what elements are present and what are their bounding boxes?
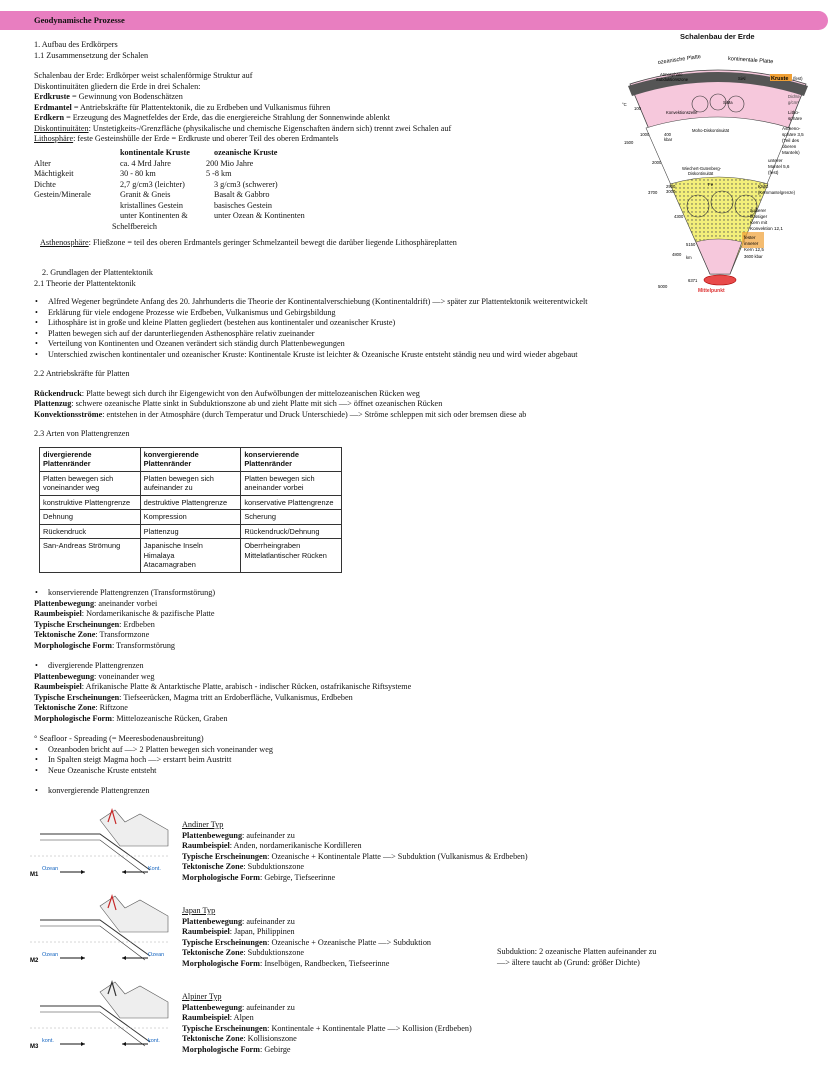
type-zone: Tektonische Zone: Subduktionszone — [182, 948, 305, 957]
boundary-cell: Scherung — [241, 510, 342, 524]
boundary-row — [40, 524, 342, 538]
svg-text:g/cm³: g/cm³ — [788, 100, 799, 105]
seafloor-title: ° Seafloor - Spreading (= Meeresbodenausbreitung) — [34, 734, 204, 743]
earth-structure-diagram — [618, 46, 818, 301]
convergent-type-text — [182, 906, 431, 969]
svg-text:Atmosphäre: Atmosphäre — [660, 72, 683, 77]
boundary-cell: Plattenzug — [140, 524, 241, 538]
svg-text:3600 kbar: 3600 kbar — [744, 254, 763, 259]
boundary-header: divergierende Plattenränder — [40, 448, 141, 472]
boundary-header: konvergierende Plattenränder — [140, 448, 241, 472]
boundary-cell: konstruktive Plattengrenze — [40, 495, 141, 509]
convergent-type-text — [182, 992, 472, 1055]
boundary-row — [40, 539, 342, 572]
diagram-left-label: kont. — [42, 1038, 54, 1044]
crust-row — [34, 222, 305, 233]
type-erscheinungen: Typische Erscheinungen: Ozeanische + Kontinentale Platte —> Subduktion (Vulkanismus & Erdbeben) — [182, 851, 528, 861]
svg-text:km: km — [686, 255, 692, 260]
type-form: Morphologische Form: Inselbögen, Randbecken, Tiefseerinne — [182, 958, 390, 968]
label-crust: Kruste — [771, 76, 789, 82]
svg-text:5150: 5150 — [686, 242, 696, 247]
boundary-cell: konservative Plattengrenze — [241, 495, 342, 509]
crust-cell-ozean: basisches Gestein — [214, 200, 272, 210]
crust-cell-kont: 30 - 80 km — [120, 169, 156, 178]
theorie-bullet: • Alfred Wegener begründete Anfang des 20. Jahrhunderts die Theorie der Kontinentalverschiebung (Kontinentaldrift) —> später zur Plattentektonik weiterentwickelt — [34, 297, 814, 308]
svg-text:KMG: KMG — [758, 184, 769, 189]
svg-text:Kern mit: Kern mit — [750, 220, 768, 225]
svg-text:Mantel 5,6: Mantel 5,6 — [768, 164, 790, 169]
type-bewegung: Plattenbewegung: aufeinander zu — [182, 830, 295, 840]
def-asthenosphaere: Asthenosphäre: Fließzone = teil des oberen Erdmantels geringer Schmelzanteil bewegt die darüber liegende Lithosphäreplatten — [40, 238, 457, 247]
section-aufbau — [34, 40, 624, 145]
crust-cell-ozean: 200 Mio Jahre — [206, 158, 254, 168]
boundary-row — [40, 510, 342, 524]
type-bewegung: Plattenbewegung: aufeinander zu — [182, 1002, 295, 1012]
seafloor-bullet: • In Spalten steigt Magma hoch —> erstarrt beim Austritt — [34, 755, 814, 766]
diagram-right-label: Kont. — [148, 866, 161, 872]
svg-text:°C: °C — [622, 102, 627, 107]
bullet-konvergierend: • konvergierende Plattengrenzen — [34, 786, 814, 797]
convergent-diagram-3 — [30, 972, 170, 1050]
type-beispiel: Raumbeispiel: Japan, Philippinen — [182, 927, 295, 936]
boundary-cell: Rückendruck/Dehnung — [241, 524, 342, 538]
svg-text:(fest): (fest) — [768, 170, 779, 175]
svg-text:sphäre: sphäre — [788, 116, 803, 121]
crust-cell-kont: ca. 4 Mrd Jahre — [120, 158, 171, 168]
convergent-diagram-2 — [30, 886, 170, 964]
boundary-cell: Oberrheingraben Mittelatlantischer Rücken — [241, 539, 342, 572]
svg-text:100: 100 — [634, 106, 641, 111]
def-diskontinuitaeten: Diskontinuitäten: Unstetigkeits-/Grenzfläche (physikalische und chemische Eigenschaften ändern sich) trennt zwei Schalen auf — [34, 123, 452, 133]
svg-text:unterer: unterer — [768, 158, 783, 163]
crust-cell-label: Mächtigkeit — [34, 169, 74, 178]
diagram-tag: M1 — [30, 872, 39, 878]
theorie-bullet: • Unterschied zwischen kontinentaler und ozeanischer Kruste: Kontinentale Kruste ist leichter & Ozeanische Kruste entsteht ständig neu und wird wieder abgebaut — [34, 350, 814, 361]
type-erscheinungen: Typische Erscheinungen: Kontinentale + Kontinentale Platte —> Kollision (Erdbeben) — [182, 1023, 472, 1033]
boundary-cell: Platten bewegen sich aneinander vorbei — [241, 471, 342, 495]
type-form: Morphologische Form: Gebirge — [182, 1044, 291, 1054]
crust-cell-kont: Schelfbereich — [112, 221, 158, 231]
svg-text:kbar: kbar — [664, 137, 673, 142]
boundary-header: konservierende Plattenränder — [241, 448, 342, 472]
type-erscheinungen: Typische Erscheinungen: Ozeanische + Ozeanische Platte —> Subduktion — [182, 937, 432, 947]
crust-cell-ozean: unter Ozean & Kontinenten — [214, 211, 305, 220]
section-plattengrenzen-details — [34, 588, 814, 797]
label-oceanic-plate: ozeanische Platte — [657, 53, 702, 66]
svg-text:5000: 5000 — [658, 284, 668, 289]
crust-cell-label — [34, 222, 120, 233]
svg-text:1500: 1500 — [624, 140, 634, 145]
svg-text:Mantels): Mantels) — [782, 150, 800, 155]
figure-title: Schalenbau der Erde — [680, 32, 755, 41]
svg-text:(fest): (fest) — [793, 76, 803, 81]
svg-text:Dichte: Dichte — [788, 94, 800, 99]
crust-cell-kont: 2,7 g/cm3 (leichter) — [120, 179, 185, 189]
diagram-left-label: Ozean — [42, 866, 59, 872]
div-erscheinungen: Typische Erscheinungen: Tiefseerücken, Magma tritt an Erdoberfläche, Vulkanismus, Erdbeben — [34, 692, 353, 702]
kons-beispiel: Raumbeispiel: Nordamerikanische & pazifische Platte — [34, 609, 215, 618]
boundary-cell: San-Andreas Strömung — [40, 539, 141, 572]
crust-cell-kont: unter Kontinenten & — [120, 211, 188, 220]
section-plattentektonik — [34, 268, 814, 440]
type-bewegung: Plattenbewegung: aufeinander zu — [182, 916, 295, 926]
svg-text:Subduktionszone: Subduktionszone — [656, 77, 689, 82]
svg-text:oberen: oberen — [782, 144, 797, 149]
svg-text:1000: 1000 — [640, 132, 650, 137]
def-plattenzug: Plattenzug: schwere ozeanische Platte sinkt in Subduktionszone ab und zieht Platte mit sich —> öffnet ozeanischen Rücken — [34, 399, 443, 408]
type-title: Andiner Typ — [182, 820, 224, 829]
svg-text:2000: 2000 — [652, 160, 662, 165]
svg-text:4300: 4300 — [674, 214, 684, 219]
svg-text:Mittelpunkt: Mittelpunkt — [698, 288, 725, 294]
convergent-type-text — [182, 820, 528, 883]
boundary-row — [40, 471, 342, 495]
def-erdkern: Erdkern = Erzeugung des Magnetfeldes der Erde, das die energiereiche Strahlung der Sonnenwinde ablenkt — [34, 113, 390, 122]
crust-cell-ozean — [206, 222, 305, 233]
crust-row — [34, 211, 305, 222]
div-zone: Tektonische Zone: Riftzone — [34, 703, 128, 712]
svg-text:SiMa: SiMa — [723, 100, 733, 105]
theorie-bullet: • Verteilung von Kontinenten und Ozeanen verändert sich ständig durch Plattenbewegungen — [34, 339, 814, 350]
svg-text:(Teil des: (Teil des — [782, 138, 800, 143]
svg-text:6371: 6371 — [688, 278, 698, 283]
def-lithosphaere: Lithosphäre: feste Gesteinshülle der Erde = Erdkruste und oberer Teil des oberen Erdmantels — [34, 134, 339, 143]
crust-cell-kont: Granit & Gneis — [120, 190, 171, 199]
def-erdkruste: Erdkruste = Gewinnung von Bodenschätzen — [34, 92, 183, 101]
type-beispiel: Raumbeispiel: Alpen — [182, 1013, 254, 1022]
div-form: Morphologische Form: Mittelozeanische Rücken, Graben — [34, 713, 228, 723]
svg-text:Wiechert-Gutenberg-: Wiechert-Gutenberg- — [682, 166, 722, 171]
bullet-divergierend: • divergierende Plattengrenzen — [34, 661, 814, 672]
bullet-konservierend: • konservierende Plattengrenzen (Transformstörung) — [34, 588, 814, 599]
header-bar — [0, 11, 828, 30]
svg-text:Kern 12,5: Kern 12,5 — [744, 247, 764, 252]
crust-cell-label — [34, 201, 120, 212]
svg-text:4800: 4800 — [672, 252, 682, 257]
crust-row — [34, 201, 305, 212]
boundary-cell: Platten bewegen sich voneinander weg — [40, 471, 141, 495]
theorie-bullet: • Erklärung für viele endogene Prozesse wie Erdbeben, Vulkanismus und Gebirgsbildung — [34, 308, 814, 319]
type-form: Morphologische Form: Gebirge, Tiefseerinne — [182, 872, 336, 882]
kons-bewegung: Plattenbewegung: aneinander vorbei — [34, 598, 158, 608]
svg-text:3000: 3000 — [666, 189, 676, 194]
boundary-cell: destruktive Plattengrenze — [140, 495, 241, 509]
convergent-diagram-1 — [30, 800, 170, 878]
heading-zusammensetzung: 1.1 Zusammensetzung der Schalen — [34, 50, 149, 60]
div-beispiel: Raumbeispiel: Afrikanische Platte & Antarktische Platte, arabisch - indischer Rücken, ostafrikanische Riftsysteme — [34, 682, 412, 691]
type-title: Japan Typ — [182, 906, 216, 915]
intro-line-1: Schalenbau der Erde: Erdkörper weist schalenförmige Struktur auf — [34, 71, 253, 80]
svg-text:Moho-Diskontinuität: Moho-Diskontinuität — [692, 128, 730, 133]
crust-cell-label: Dichte — [34, 179, 56, 189]
crust-row — [34, 190, 305, 201]
heading-aufbau: 1. Aufbau des Erdkörpers — [34, 40, 118, 49]
col-ozeanisch: ozeanische Kruste — [214, 148, 278, 157]
boundary-cell: Dehnung — [40, 510, 141, 524]
heading-theorie: 2.1 Theorie der Plattentektonik — [34, 278, 136, 288]
crust-row — [34, 159, 305, 170]
crust-row — [34, 169, 305, 180]
crust-row — [34, 180, 305, 191]
kons-zone: Tektonische Zone: Transformzone — [34, 630, 150, 639]
svg-text:innerer: innerer — [744, 241, 759, 246]
intro-line-2: Diskontinuitäten gliedern die Erde in drei Schalen: — [34, 81, 201, 91]
type-zone: Tektonische Zone: Subduktionszone — [182, 862, 305, 871]
boundary-cell: Rückendruck — [40, 524, 141, 538]
type-zone: Tektonische Zone: Kollisionszone — [182, 1034, 297, 1043]
kons-form: Morphologische Form: Transformstörung — [34, 640, 176, 650]
svg-text:Fe: Fe — [708, 182, 714, 187]
svg-text:(Kernmantelgrenze): (Kernmantelgrenze) — [758, 190, 796, 195]
svg-text:Diskontinuität: Diskontinuität — [688, 171, 714, 176]
theorie-bullet: • Platten bewegen sich auf der darunterliegenden Asthenosphäre relativ zueinander — [34, 329, 814, 340]
def-konvektionsstroeme: Konvektionsströme: entstehen in der Atmosphäre (durch Temperatur und Druck Unterschiede) —> Ströme schleppen mit sich oder bremsen diese ab — [34, 409, 527, 419]
crust-comparison-table — [34, 148, 305, 232]
svg-text:Astheno-: Astheno- — [782, 126, 801, 131]
seafloor-bullet-list — [34, 745, 814, 777]
svg-text:Konvektion 12,1: Konvektion 12,1 — [750, 226, 783, 231]
svg-text:SiAl: SiAl — [738, 76, 746, 81]
svg-text:flüssiger: flüssiger — [750, 214, 768, 219]
svg-text:Litho-: Litho- — [788, 110, 800, 115]
seafloor-bullet: • Neue Ozeanische Kruste entsteht — [34, 766, 814, 777]
crust-cell-label — [34, 211, 120, 222]
boundary-cell: Kompression — [140, 510, 241, 524]
heading-grundlagen: 2. Grundlagen der Plattentektonik — [42, 268, 153, 277]
div-bewegung: Plattenbewegung: voneinander weg — [34, 671, 155, 681]
svg-text:400: 400 — [664, 132, 671, 137]
type-beispiel: Raumbeispiel: Anden, nordamerikanische Kordilleren — [182, 841, 362, 850]
svg-text:2900: 2900 — [666, 184, 676, 189]
svg-text:sphäre 3,5: sphäre 3,5 — [782, 132, 804, 137]
label-continental-plate: kontinentale Platte — [727, 56, 774, 66]
page-title: Geodynamische Prozesse — [34, 15, 125, 25]
diagram-tag: M3 — [30, 1044, 39, 1050]
boundary-cell: Japanische Inseln Himalaya Atacamagraben — [140, 539, 241, 572]
def-erdmantel: Erdmantel = Antriebskräfte für Plattentektonik, die zu Erdbeben und Vulkanismus führen — [34, 102, 331, 112]
diagram-left-label: Ozean — [42, 952, 59, 958]
theorie-bullet-list — [34, 297, 814, 360]
theorie-bullet: • Lithosphäre ist in große und kleine Platten gegliedert (bestehen aus kontinentaler und ozeanischer Kruste) — [34, 318, 814, 329]
diagram-right-label: kont. — [148, 1038, 160, 1044]
svg-text:äußerer: äußerer — [750, 208, 767, 213]
diagram-right-label: Ozean — [148, 952, 165, 958]
diagram-tag: M2 — [30, 958, 39, 964]
crust-cell-ozean: 5 -8 km — [206, 169, 232, 178]
crust-cell-ozean: Basalt & Gabbro — [214, 190, 270, 199]
crust-cell-ozean: 3 g/cm3 (schwerer) — [214, 179, 278, 189]
subduktion-note: Subduktion: 2 ozeanische Platten aufeinander zu —> ältere taucht ab (Grund: größer Dichte) — [497, 947, 657, 967]
type-title: Alpiner Typ — [182, 992, 222, 1001]
svg-text:3700: 3700 — [648, 190, 658, 195]
svg-text:fester: fester — [744, 235, 756, 240]
svg-text:Konvektionszelle: Konvektionszelle — [666, 110, 698, 115]
heading-antriebskraefte: 2.2 Antriebskräfte für Platten — [34, 369, 130, 378]
boundary-cell: Platten bewegen sich aufeinander zu — [140, 471, 241, 495]
col-kontinental: kontinentale Kruste — [120, 148, 190, 157]
kons-erscheinungen: Typische Erscheinungen: Erdbeben — [34, 619, 155, 629]
crust-cell-label: Alter — [34, 158, 51, 168]
plate-boundary-table — [39, 447, 342, 573]
seafloor-bullet: • Ozeanboden bricht auf —> 2 Platten bewegen sich voneinander weg — [34, 745, 814, 756]
heading-arten: 2.3 Arten von Plattengrenzen — [34, 429, 130, 438]
boundary-row — [40, 495, 342, 509]
crust-cell-kont: kristallines Gestein — [120, 200, 183, 210]
def-rueckendruck: Rückendruck: Platte bewegt sich durch ihr Eigengewicht von den Aufwölbungen der mittelozeanischen Rücken weg — [34, 388, 420, 398]
crust-cell-label: Gestein/Minerale — [34, 190, 91, 199]
